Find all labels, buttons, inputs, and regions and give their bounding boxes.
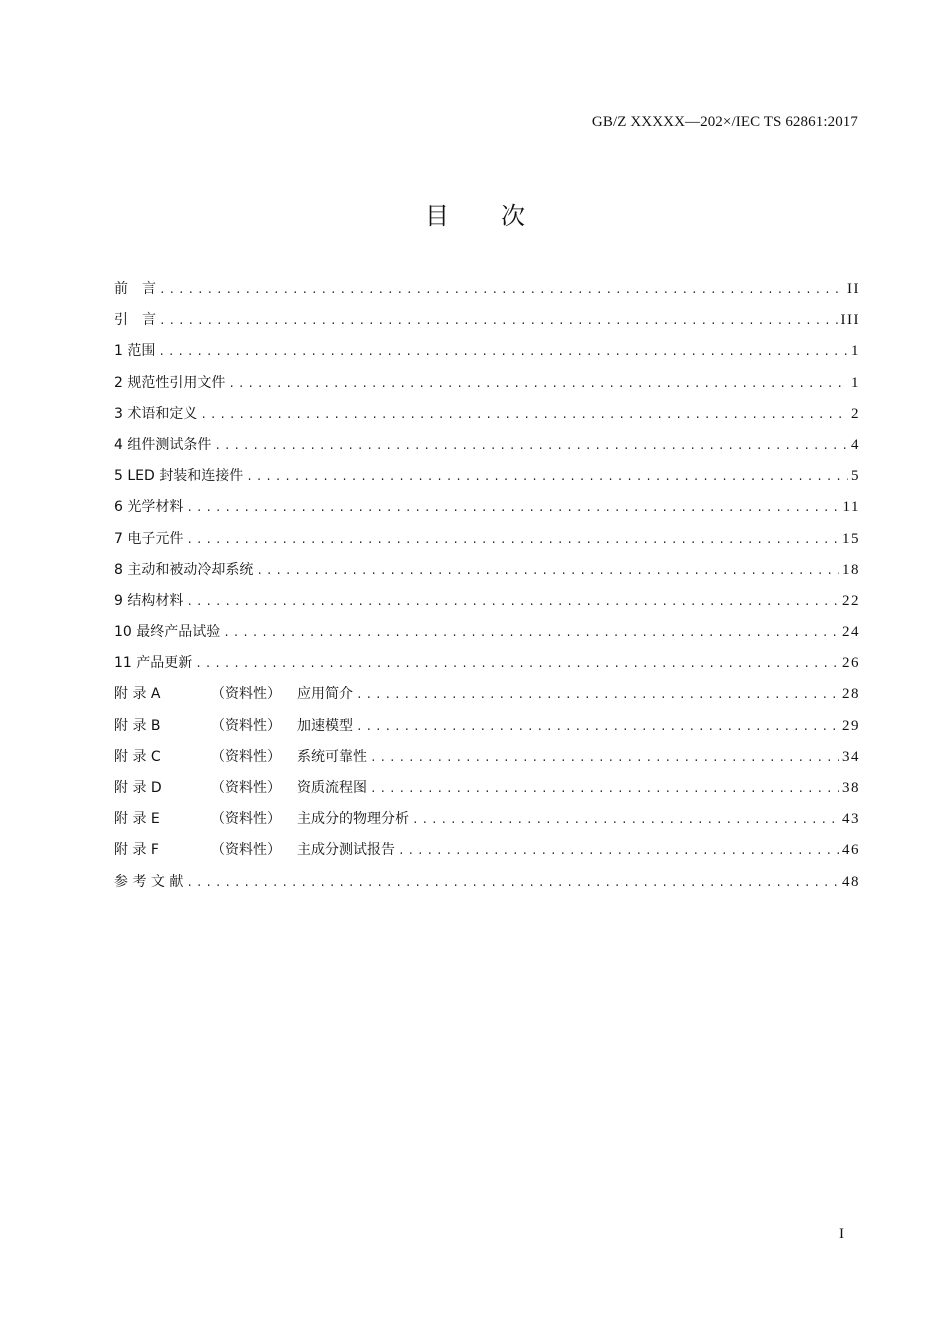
toc-entry-optical-materials[interactable] — [114, 492, 860, 523]
toc-page-number: 38 — [842, 780, 860, 796]
toc-entry-annex-d[interactable] — [114, 773, 860, 804]
toc-page-number: 22 — [842, 592, 860, 609]
toc-annex-label — [114, 773, 367, 804]
annex-tag: 附 录 A — [114, 686, 161, 703]
page-title — [0, 196, 950, 231]
annex-tag: 附 录 E — [114, 811, 160, 828]
toc-leader-dots — [370, 744, 839, 773]
toc-entry-structural-materials[interactable] — [114, 586, 860, 617]
toc-entry-annex-e[interactable] — [114, 804, 860, 835]
toc-leader-dots — [186, 526, 839, 555]
toc-annex-label — [114, 679, 353, 710]
toc-leader-dots — [186, 588, 839, 617]
toc-entry-annex-b[interactable] — [114, 711, 860, 742]
toc-label: 引 言 — [114, 312, 156, 329]
toc-leader-dots — [159, 276, 844, 305]
toc-leader-dots — [186, 869, 839, 898]
toc-entry-electronic-components[interactable] — [114, 524, 860, 555]
toc-label: 4 组件测试条件 — [114, 436, 212, 453]
toc-page-number: 26 — [842, 655, 860, 672]
footer-page-number: I — [839, 1226, 844, 1242]
toc-page-number: 1 — [851, 374, 860, 391]
table-of-contents — [114, 274, 860, 898]
toc-entry-annex-a[interactable] — [114, 679, 860, 710]
toc-leader-dots — [398, 837, 839, 866]
toc-page-number: 11 — [842, 499, 860, 516]
annex-type: （资料性） — [211, 780, 281, 796]
toc-annex-label — [114, 742, 367, 773]
toc-entry-terms[interactable] — [114, 399, 860, 430]
toc-entry-scope[interactable] — [114, 336, 860, 367]
toc-leader-dots — [214, 432, 848, 461]
toc-entry-cooling-systems[interactable] — [114, 555, 860, 586]
toc-leader-dots — [228, 370, 848, 399]
annex-tag: 附 录 F — [114, 842, 159, 859]
annex-type: （资料性） — [211, 717, 281, 734]
toc-label: 参 考 文 献 — [114, 873, 184, 890]
annex-title: 应用简介 — [297, 686, 353, 703]
title-char-1: 目 — [425, 202, 449, 230]
toc-entry-introduction[interactable] — [114, 305, 860, 336]
toc-label: 6 光学材料 — [114, 499, 184, 516]
toc-label: 11 产品更新 — [114, 655, 193, 672]
toc-page-number: 2 — [851, 405, 860, 422]
toc-leader-dots — [356, 681, 839, 710]
annex-type: （资料性） — [211, 811, 281, 828]
annex-title: 主成分测试报告 — [297, 842, 395, 859]
toc-leader-dots — [158, 338, 848, 367]
toc-page-number: 15 — [842, 530, 860, 547]
toc-entry-normative-references[interactable] — [114, 368, 860, 399]
annex-type: （资料性） — [211, 686, 281, 703]
toc-entry-annex-c[interactable] — [114, 742, 860, 773]
annex-type: （资料性） — [211, 748, 281, 765]
toc-label: 2 规范性引用文件 — [114, 374, 226, 391]
annex-tag: 附 录 B — [114, 717, 161, 734]
annex-title: 主成分的物理分析 — [297, 811, 409, 828]
annex-title: 系统可靠性 — [297, 748, 367, 765]
toc-page-number: II — [847, 281, 860, 297]
toc-page-number: 24 — [842, 624, 860, 641]
toc-page-number: 48 — [842, 873, 860, 890]
annex-tag: 附 录 D — [114, 780, 162, 796]
toc-page-number: 46 — [842, 842, 860, 859]
toc-leader-dots — [256, 557, 839, 586]
toc-entry-product-update[interactable] — [114, 648, 860, 679]
toc-annex-label — [114, 711, 353, 742]
toc-annex-label — [114, 804, 409, 835]
annex-type: （资料性） — [211, 842, 281, 859]
toc-page-number: 43 — [842, 811, 860, 828]
toc-label: 9 结构材料 — [114, 592, 184, 609]
title-char-2: 次 — [501, 202, 525, 230]
toc-leader-dots — [195, 650, 839, 679]
toc-leader-dots — [223, 619, 839, 648]
toc-page-number: III — [840, 312, 860, 329]
toc-page-number: 4 — [851, 436, 860, 453]
annex-title: 资质流程图 — [297, 780, 367, 796]
toc-page-number: 29 — [842, 717, 860, 734]
toc-annex-label — [114, 835, 395, 866]
toc-entry-final-product-test[interactable] — [114, 617, 860, 648]
toc-page-number: 1 — [851, 343, 860, 360]
toc-leader-dots — [356, 713, 839, 742]
toc-entry-led-packages[interactable] — [114, 461, 860, 492]
toc-label: 前 言 — [114, 281, 156, 297]
toc-leader-dots — [159, 307, 838, 336]
toc-leader-dots — [200, 401, 848, 430]
toc-entry-bibliography[interactable] — [114, 867, 860, 898]
annex-title: 加速模型 — [297, 717, 353, 734]
toc-leader-dots — [246, 463, 848, 492]
toc-label: 3 术语和定义 — [114, 405, 198, 422]
toc-leader-dots — [186, 494, 839, 523]
toc-label: 10 最终产品试验 — [114, 624, 221, 641]
toc-page-number: 28 — [842, 686, 860, 703]
document-id-header: GB/Z XXXXX—202×/IEC TS 62861:2017 — [591, 114, 858, 130]
annex-tag: 附 录 C — [114, 748, 161, 765]
toc-label: 7 电子元件 — [114, 530, 184, 547]
toc-entry-test-conditions[interactable] — [114, 430, 860, 461]
toc-leader-dots — [370, 775, 839, 804]
toc-label: 1 范围 — [114, 343, 156, 360]
toc-page-number: 18 — [842, 561, 860, 578]
toc-page-number: 5 — [851, 468, 860, 485]
toc-label: 8 主动和被动冷却系统 — [114, 561, 254, 578]
toc-entry-foreword[interactable] — [114, 274, 860, 305]
toc-leader-dots — [412, 806, 839, 835]
toc-entry-annex-f[interactable] — [114, 835, 860, 866]
toc-page-number: 34 — [842, 748, 860, 765]
toc-label: 5 LED 封装和连接件 — [114, 468, 244, 485]
